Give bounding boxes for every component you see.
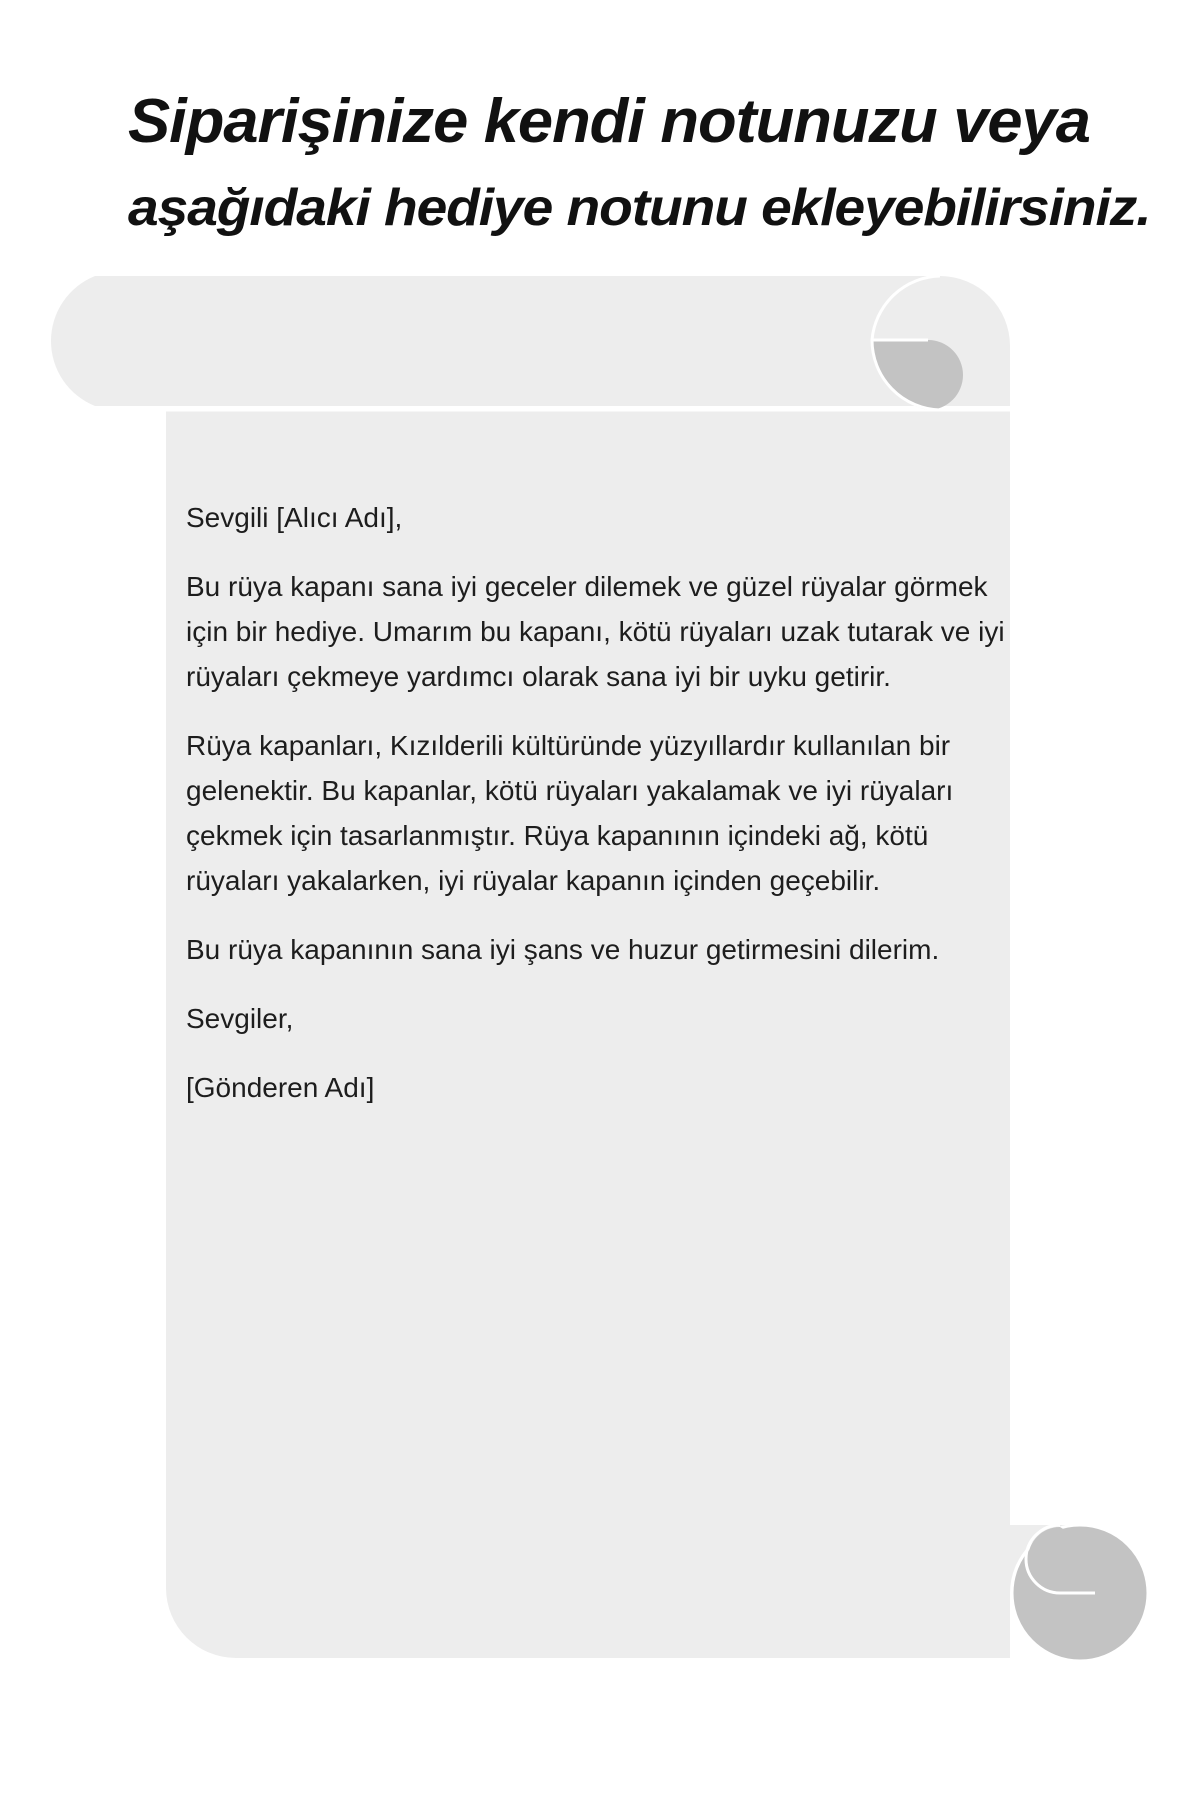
letter-greeting: Sevgili [Alıcı Adı], [186,502,403,533]
headline-line-2: aşağıdaki hediye notunu ekleyebilirsiniz. [128,179,1151,237]
headline-line-1: Siparişinize kendi notunuzu veya [128,87,1090,156]
letter-paragraph-2: Rüya kapanları, Kızılderili kültüründe yüzyıllardır kullanılan bir gelenektir. Bu kapanlar, kötü rüyaları yakalamak ve iyi rüyaları çekmek için tasarlanmıştır. Rüya kapanının içindeki ağ, kötü rüyaları yakalarken, iyi rüyalar kapanın içinden geçebilir. [186,730,954,896]
scroll-top-roll [51,276,1010,406]
letter-paragraph-1: Bu rüya kapanı sana iyi geceler dilemek ve güzel rüyalar görmek için bir hediye. Umarım bu kapanı, kötü rüyaları uzak tutarak ve iyi rüyaları çekmeye yardımcı olarak sana iyi bir uyku getirir. [186,571,1005,692]
letter-closing: Sevgiler, [186,1003,294,1034]
letter-paragraph-3: Bu rüya kapanının sana iyi şans ve huzur getirmesini dilerim. [186,934,940,965]
gift-note-letter [186,495,1006,1134]
letter-signature: [Gönderen Adı] [186,1072,375,1103]
